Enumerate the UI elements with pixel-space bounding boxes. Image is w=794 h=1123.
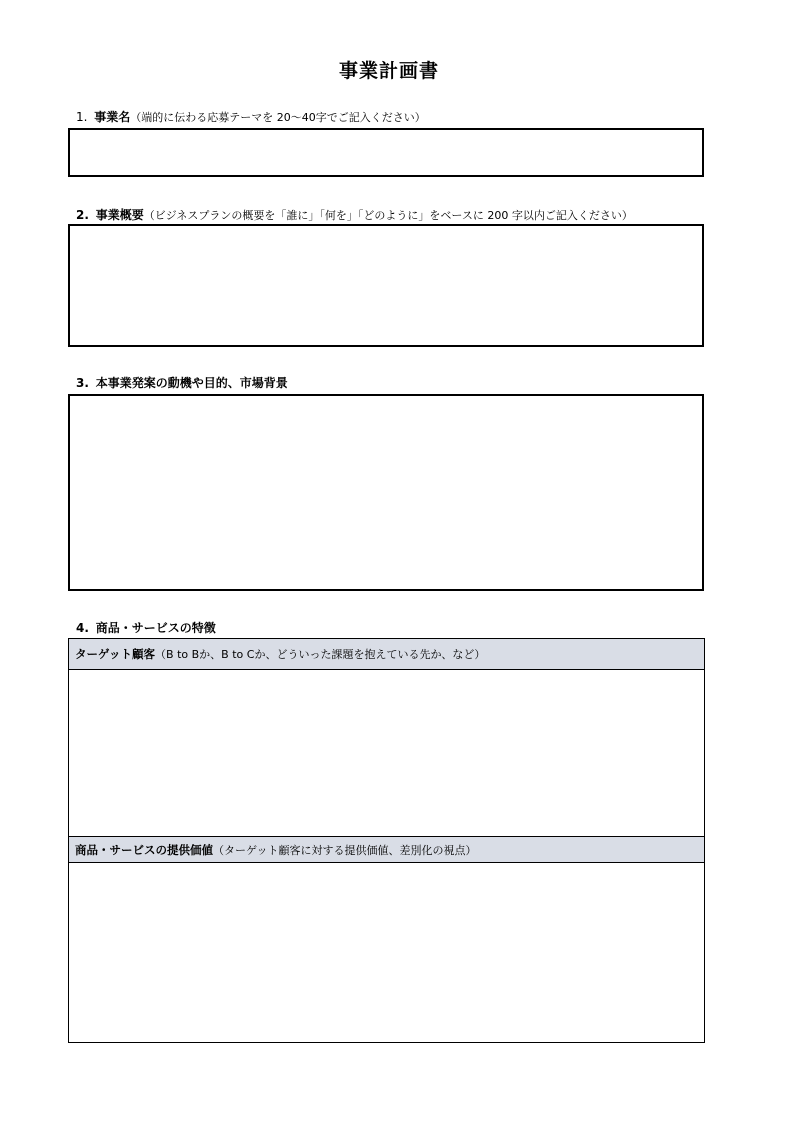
- target-customer-field[interactable]: [69, 670, 704, 836]
- section-1-note: （端的に伝わる応募テーマを 20～40字でご記入ください）: [130, 111, 426, 124]
- motivation-background-field[interactable]: [68, 394, 704, 591]
- section-3-number: 3.: [76, 376, 89, 390]
- business-name-field[interactable]: [68, 128, 704, 177]
- section-4-number: 4.: [76, 621, 89, 635]
- value-proposition-header: [69, 837, 704, 863]
- section-2-title: 事業概要: [95, 208, 144, 222]
- value-proposition-field[interactable]: [69, 863, 704, 1042]
- section-3-title: 本事業発案の動機や目的、市場背景: [95, 376, 288, 390]
- target-customer-header: [69, 639, 704, 670]
- section-2-note: （ビジネスプランの概要を「誰に」「何を」「どのように」をベースに 200 字以内ご記入ください）: [143, 209, 633, 222]
- section-4-title: 商品・サービスの特徴: [95, 621, 216, 635]
- value-proposition-label: 商品・サービスの提供価値: [75, 842, 213, 857]
- section-3-heading: [76, 374, 288, 391]
- features-table: [68, 638, 705, 1043]
- page-title: 事業計画書: [338, 60, 439, 82]
- section-4-heading: [76, 619, 216, 636]
- value-proposition-note: （ターゲット顧客に対する提供価値、差別化の視点）: [213, 843, 477, 857]
- section-1-heading: [76, 108, 426, 125]
- business-overview-field[interactable]: [68, 224, 704, 347]
- section-2-number: 2.: [76, 208, 89, 222]
- section-1-number: 1.: [76, 110, 88, 124]
- section-1-title: 事業名: [94, 110, 131, 124]
- section-2-heading: [76, 206, 633, 223]
- target-customer-note: （B to Bか、B to Cか、どういった課題を抱えている先か、など）: [155, 648, 486, 661]
- target-customer-label: ターゲット顧客: [75, 647, 156, 661]
